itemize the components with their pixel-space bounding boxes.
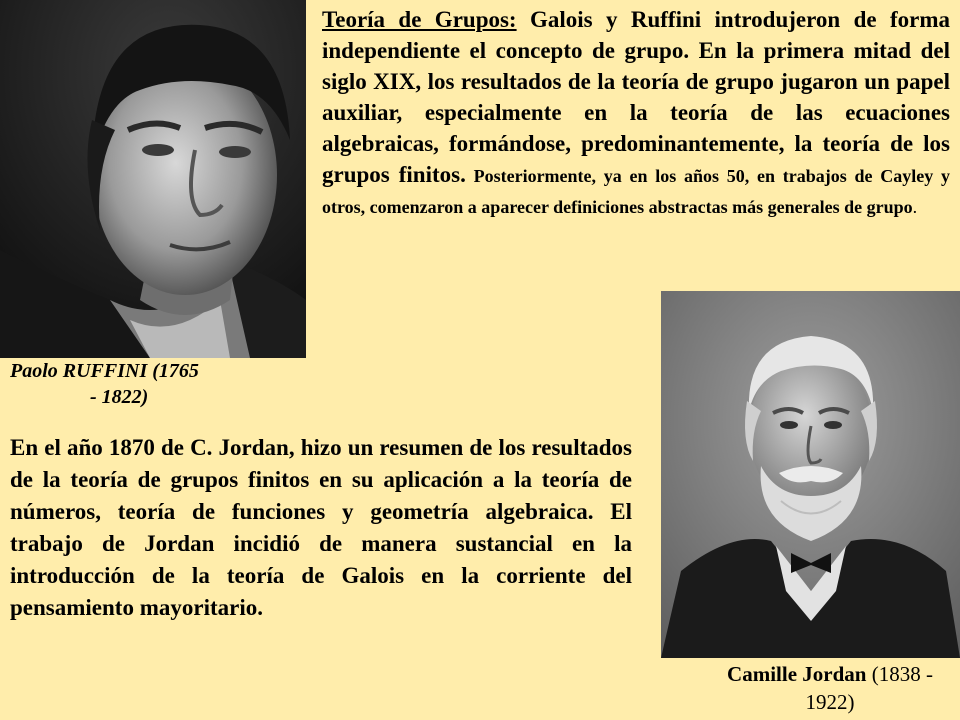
group-theory-paragraph xyxy=(322,4,950,221)
group-theory-text-small: Posteriormente, ya en los años 50, en trabajos de Cayley y otros, comenzaron a aparecer definiciones abstractas más generales de grupo xyxy=(322,166,950,217)
ruffini-caption-line1: Paolo RUFFINI (1765 xyxy=(10,360,199,382)
ruffini-portrait-image xyxy=(0,0,306,358)
group-theory-text: Galois y Ruffini introdujeron de forma independiente el concepto de grupo. En la primera mitad del siglo XIX, los resultados de la teoría de grupo jugaron un papel auxiliar, especialmente en la teoría de las ecuaciones algebraicas, formándose, predominantemente, la teoría de los grupos finitos. xyxy=(322,7,950,187)
ruffini-portrait xyxy=(0,0,306,358)
jordan-paragraph: En el año 1870 de C. Jordan, hizo un resumen de los resultados de la teoría de grupos finitos en su aplicación a la teoría de números, teoría de funciones y geometría algebraica. El trabajo de Jordan incidió de manera sustancial en la introducción de la teoría de Galois en la corriente del pensamiento mayoritario. xyxy=(10,435,632,620)
jordan-caption-name: Camille Jordan xyxy=(727,662,867,686)
jordan-caption xyxy=(700,660,960,716)
jordan-portrait-image xyxy=(661,291,960,658)
ruffini-caption xyxy=(10,358,260,410)
jordan-caption-dates: (1838 - 1922) xyxy=(805,662,933,714)
group-theory-heading: Teoría de Grupos: xyxy=(322,7,517,32)
jordan-portrait xyxy=(661,291,960,658)
ruffini-caption-line2: - 1822) xyxy=(90,386,149,408)
group-theory-end-punct: . xyxy=(912,197,918,217)
